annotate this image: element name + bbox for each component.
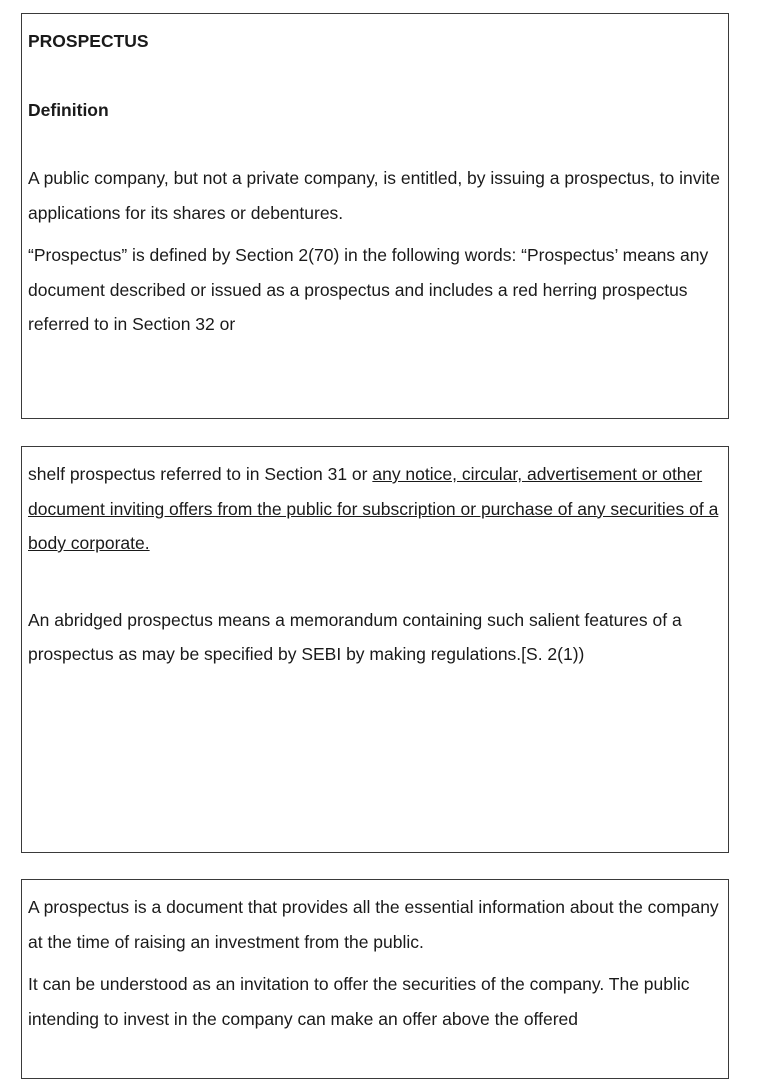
text-plain: shelf prospectus referred to in Section 31 or <box>28 464 373 484</box>
spacer <box>28 561 722 595</box>
paragraph-abridged-prospectus: An abridged prospectus means a memorandum containing such salient features of a prospectus as may be specified by SEBI by making regulations.[S. 2(1)) <box>28 609 682 664</box>
spacer <box>28 959 722 967</box>
document-page-3 <box>21 879 729 1079</box>
paragraph-shelf-prospectus <box>28 457 722 561</box>
spacer <box>28 127 722 161</box>
document-page-2 <box>21 446 729 853</box>
paragraph-public-company: A public company, but not a private company, is entitled, by issuing a prospectus, to invite applications for its shares or debentures. <box>28 168 720 223</box>
text-underlined: any notice, circular, advertisement or other document inviting offers from the public for subscription or purchase of any securities of a body corporate. <box>28 464 719 553</box>
spacer <box>28 59 722 93</box>
paragraph-invitation-to-offer: It can be understood as an invitation to offer the securities of the company. The public intending to invest in the company can make an offer above the offered <box>28 974 690 1029</box>
page-title: PROSPECTUS <box>28 31 149 51</box>
paragraph-prospectus-document: A prospectus is a document that provides all the essential information about the company at the time of raising an investment from the public. <box>28 897 719 952</box>
paragraph-prospectus-definition: “Prospectus” is defined by Section 2(70) in the following words: “Prospectus’ means any document described or issued as a prospectus and includes a red herring prospectus referred to in Section 32 or <box>28 245 709 334</box>
document-page-1 <box>21 13 729 419</box>
section-heading-definition: Definition <box>28 99 109 120</box>
spacer <box>28 230 722 238</box>
spacer <box>28 595 722 603</box>
